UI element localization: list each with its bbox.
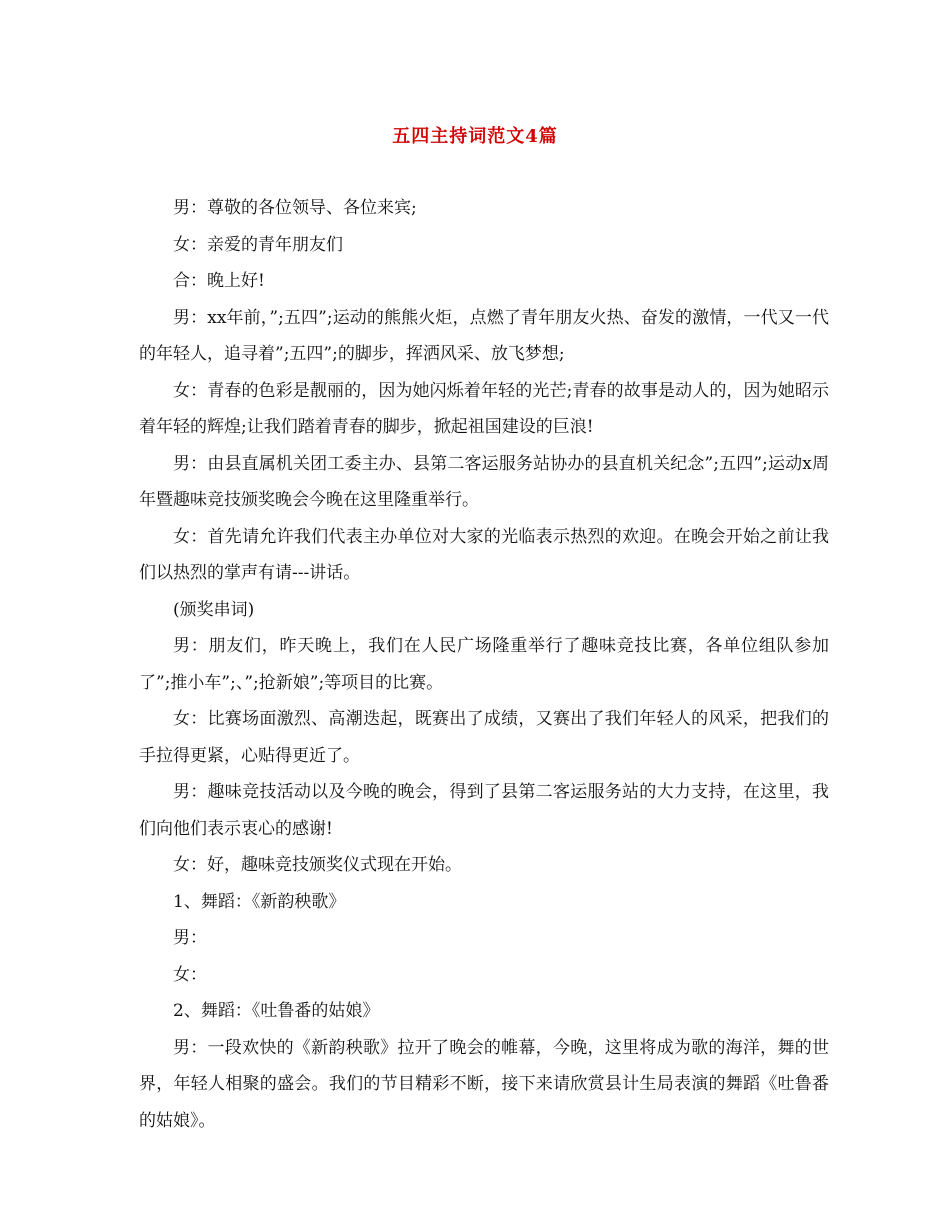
paragraph: 1、舞蹈：《新韵秧歌》 (173, 891, 346, 912)
paragraph: 女：青春的色彩是靓丽的，因为她闪烁着年轻的光芒;青春的故事是动人的，因为她昭示着年轻的辉煌;让我们踏着青春的脚步，掀起祖国建设的巨浪! (139, 380, 829, 437)
paragraph: 女：好，趣味竞技颁奖仪式现在开始。 (173, 855, 462, 875)
paragraph: 女：比赛场面激烈、高潮迭起，既赛出了成绩，又赛出了我们年轻人的风采，把我们的手拉得更紧，心贴得更近了。 (139, 709, 829, 766)
paragraph: 男：朋友们，昨天晚上，我们在人民广场隆重举行了趣味竞技比赛，各单位组队参加了”;推小车”;、”;抢新娘”;等项目的比赛。 (139, 636, 829, 693)
paragraph: 2、舞蹈：《吐鲁番的姑娘》 (173, 1001, 380, 1021)
document-body (139, 190, 829, 1139)
paragraph: 女： (173, 964, 207, 985)
paragraph: 合：晚上好! (173, 271, 265, 291)
paragraph: 男：由县直属机关团工委主办、县第二客运服务站协办的县直机关纪念”;五四”;运动x周年暨趣味竞技颁奖晚会今晚在这里隆重举行。 (139, 453, 829, 510)
document-title: 五四主持词范文4篇 (392, 126, 558, 147)
paragraph: 男：一段欢快的《新韵秧歌》拉开了晚会的帷幕，今晚，这里将成为歌的海洋，舞的世界，年轻人相聚的盛会。我们的节目精彩不断，接下来请欣赏县计生局表演的舞蹈《吐鲁番的姑娘》。 (139, 1037, 829, 1131)
paragraph: 男：xx年前，”;五四”;运动的熊熊火炬，点燃了青年朋友火热、奋发的激情，一代又一代的年轻人，追寻着”;五四”;的脚步，挥洒风采、放飞梦想; (139, 307, 829, 364)
paragraph: 男： (173, 928, 207, 948)
paragraph: 女：亲爱的青年朋友们 (173, 234, 343, 255)
paragraph: (颁奖串词) (173, 599, 255, 620)
paragraph: 女：首先请允许我们代表主办单位对大家的光临表示热烈的欢迎。在晚会开始之前让我们以热烈的掌声有请---讲话。 (139, 526, 829, 583)
paragraph: 男：趣味竞技活动以及今晚的晚会，得到了县第二客运服务站的大力支持，在这里，我们向他们表示衷心的感谢! (139, 782, 829, 839)
paragraph: 男：尊敬的各位领导、各位来宾; (173, 198, 417, 218)
